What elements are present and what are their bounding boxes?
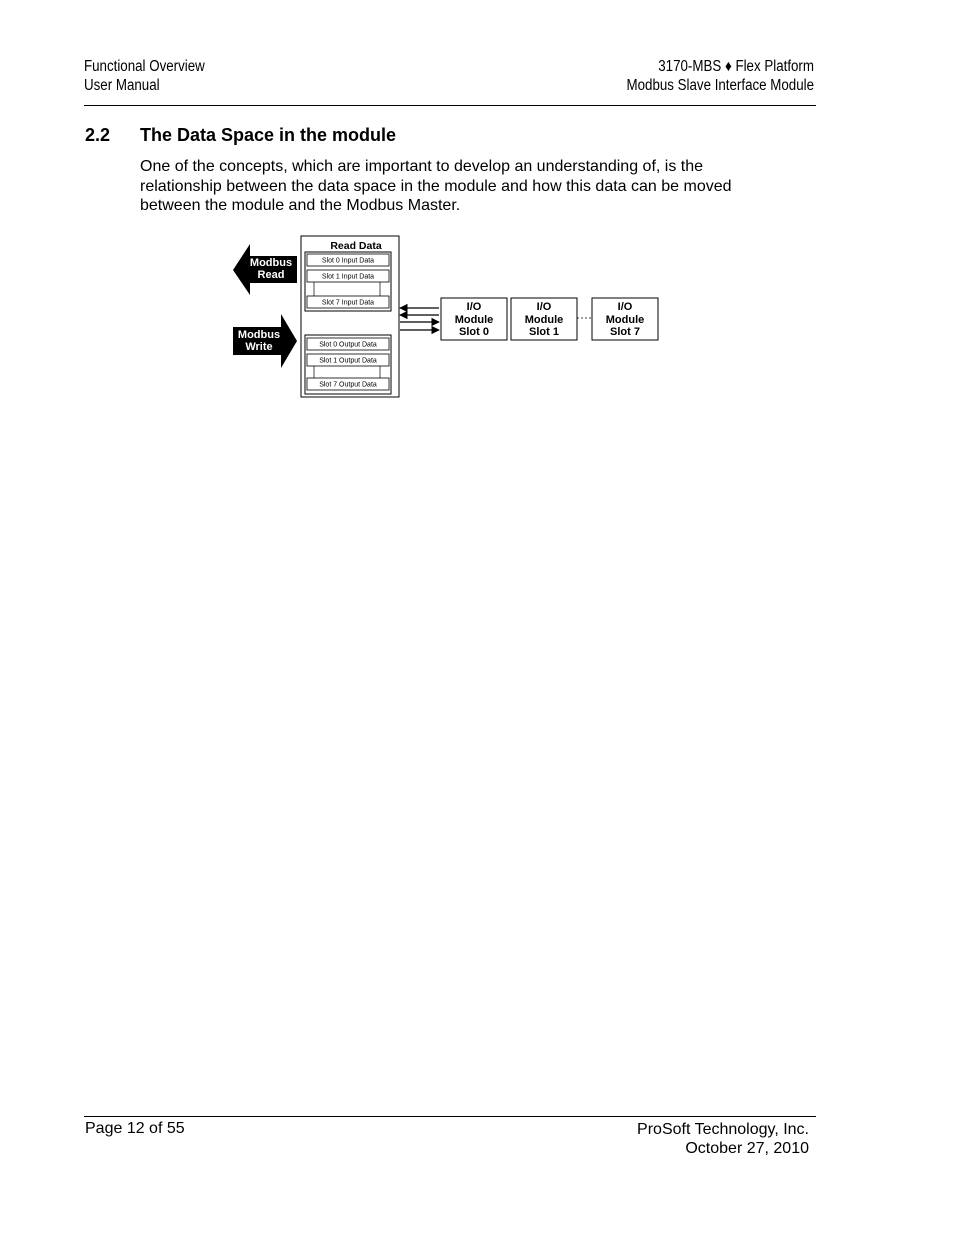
read-data-title: Read Data [330,240,382,252]
input-data-group [305,252,391,311]
section-number: 2.2 [85,125,111,145]
section-title: The Data Space in the module [140,125,397,145]
write-arrow-line2: Write [245,341,273,353]
svg-text:Module: Module [454,314,494,326]
header-divider [84,105,816,106]
read-arrow-line1: Modbus [249,257,293,269]
slot0-input-label: Slot 0 Input Data [321,257,375,265]
header-chapter: Functional Overview [84,58,205,75]
svg-text:I/O: I/O [536,301,552,313]
modbus-read-arrow [233,244,297,295]
svg-text:Module: Module [524,314,564,326]
io-module-slot0 [441,298,507,340]
slot1-output-label: Slot 1 Output Data [319,357,377,365]
slot1-input-label: Slot 1 Input Data [321,273,375,281]
header-manual: User Manual [84,77,160,94]
io-module-slot1 [511,298,577,340]
footer-company: ProSoft Technology, Inc. [637,1121,809,1138]
header-product: 3170-MBS ♦ Flex Platform [658,58,814,75]
slot7-output-label: Slot 7 Output Data [319,381,377,389]
header-right [627,57,814,95]
modbus-write-arrow [233,314,297,368]
svg-text:Slot 7: Slot 7 [610,326,640,338]
data-flow-arrows [400,308,439,330]
io-module-slot7 [592,298,658,340]
slot0-output-label: Slot 0 Output Data [319,341,377,349]
svg-text:Slot 0: Slot 0 [459,326,489,338]
svg-text:I/O: I/O [466,301,482,313]
footer-date: October 27, 2010 [685,1140,809,1157]
slot7-input-label: Slot 7 Input Data [321,299,375,307]
data-space-diagram [225,232,665,402]
header-left [84,57,205,95]
write-arrow-line1: Modbus [237,329,281,341]
output-data-group [305,335,391,394]
svg-text:I/O: I/O [617,301,633,313]
footer-right [637,1120,809,1158]
header-module: Modbus Slave Interface Module [626,77,814,94]
footer-divider [84,1116,816,1117]
page-number: Page 12 of 55 [85,1120,185,1137]
section-paragraph: One of the concepts, which are important to develop an understanding of, is the relationship between the data space in the module and how this data can be moved between the module and the Modbus Master. [140,158,732,214]
svg-text:Module: Module [605,314,645,326]
svg-text:Slot 1: Slot 1 [529,326,559,338]
read-arrow-line2: Read [257,269,285,281]
